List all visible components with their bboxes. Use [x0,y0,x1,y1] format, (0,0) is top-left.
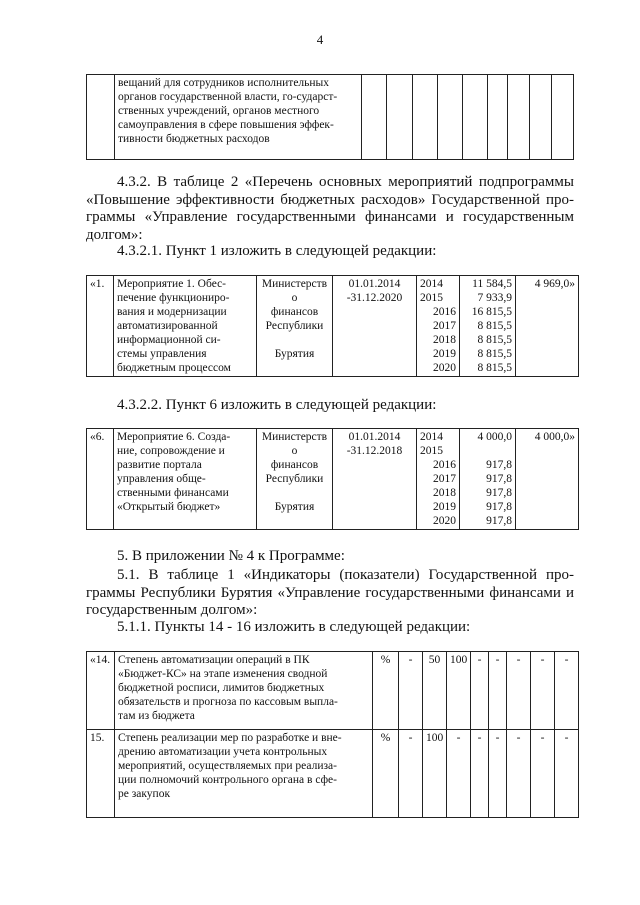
row-number: «6. [87,429,114,530]
name-line: дрению автоматизации учета контрольных [118,746,328,758]
amounts [460,276,516,377]
year: 2014 [420,431,443,443]
top-text-line: самоуправления в сфере повышения эффек- [118,119,334,131]
name-line: управления обще- [117,473,206,485]
name-line: Степень автоматизации операций в ПК [118,654,310,666]
amount: 8 815,5 [477,362,512,374]
name-line: развитие портала [117,459,202,471]
indicator-number: 15. [87,730,115,818]
year: 2016 [433,459,456,471]
name-line: мероприятий, осуществляемых при реализа- [118,760,337,772]
paragraph-5: 5. В приложении № 4 к Программе: [117,548,345,564]
paragraph-5-1 [86,567,574,620]
period-line: -31.12.2020 [346,292,403,304]
year: 2017 [433,473,456,485]
executor-line: Республики [265,473,324,485]
name-line: обязательств и прогноза по кассовым выпла- [118,696,338,708]
executor-line: о [291,292,298,304]
name-line: бюджетным процессом [117,362,231,374]
executor-line: Министерств [261,431,328,443]
amount: 4 000,0 [477,431,512,443]
name-line: ре закупок [118,788,171,800]
amount: 917,8 [486,501,512,513]
period [333,429,417,530]
indicator-number: «14. [87,652,115,730]
period-line: 01.01.2014 [348,431,401,443]
amount: 917,8 [486,459,512,471]
year: 2014 [420,278,443,290]
activity-table-p1 [86,275,579,377]
year: 2015 [420,292,443,304]
top-table-empty-cell [463,75,488,160]
name-line: Мероприятие 6. Созда- [117,431,231,443]
name-line: Степень реализации мер по разработке и вне- [118,732,342,744]
executor-line [260,486,329,500]
name-line: Мероприятие 1. Обес- [117,278,227,290]
indicators-table [86,651,579,818]
indicator-cell: - [447,730,471,818]
indicator-cell: - [531,652,555,730]
amounts [460,429,516,530]
indicator-cell: % [373,730,399,818]
amount: 16 815,5 [471,306,512,318]
row-number: «1. [87,276,114,377]
top-table-empty-cell [387,75,413,160]
indicator-cell: - [555,652,579,730]
indicator-cell: 50 [423,652,447,730]
indicator-cell: - [489,652,507,730]
indicator-cell: - [531,730,555,818]
top-text-line: вещаний для сотрудников исполнительных [118,77,330,89]
name-line: автоматизированной [117,320,218,332]
top-table-empty-cell [552,75,574,160]
indicator-cell: - [399,730,423,818]
paragraph-line: долгом»: [86,226,143,243]
executor [257,429,333,530]
indicator-cell: % [373,652,399,730]
executor-line: Республики [265,320,324,332]
amount: 8 815,5 [477,334,512,346]
executor [257,276,333,377]
total: 4 969,0» [516,276,579,377]
paragraph-line: 5.1. В таблице 1 «Индикаторы (показатели) Государственной про- [117,567,574,583]
top-table-text-cell [115,75,362,160]
amount: 8 815,5 [477,348,512,360]
years [417,429,460,530]
indicator-cell: - [507,652,531,730]
paragraph-line: граммы Республики Бурятия «Управление государственными финансами и [86,584,574,601]
year: 2019 [433,501,456,513]
amount: 917,8 [486,487,512,499]
activity-table-p6 [86,428,579,530]
amount: 917,8 [486,515,512,527]
name-line: стемы управления [117,348,207,360]
paragraph-line: государственным долгом»: [86,602,258,618]
name-line: вания и модернизации [117,306,227,318]
name-line: «Бюджет-КС» на этапе изменения сводной [118,668,328,680]
paragraph-4-3-2-2: 4.3.2.2. Пункт 6 изложить в следующей редакции: [117,397,437,413]
year: 2015 [420,445,443,457]
top-text-line: тивности бюджетных расходов [118,133,270,145]
paragraph-line: «Повышение эффективности бюджетных расходов» Государственной про- [86,191,574,208]
indicator-name [115,730,373,818]
name-line: ции полномочий контрольного органа в сфе- [118,774,337,786]
indicator-cell: - [555,730,579,818]
period-line: -31.12.2018 [346,445,403,457]
indicator-name [115,652,373,730]
executor-line [260,333,329,347]
indicator-cell: - [489,730,507,818]
executor-line: Министерств [261,278,328,290]
year: 2018 [433,487,456,499]
amount: 917,8 [486,473,512,485]
paragraph-4-3-2 [86,174,574,244]
top-table-empty-cell [488,75,508,160]
year: 2020 [433,515,456,527]
period [333,276,417,377]
amount [463,444,512,458]
executor-line: Бурятия [274,501,315,513]
name-line: бюджетной росписи, лимитов бюджетных [118,682,325,694]
top-table [86,74,574,160]
executor-line: о [291,445,298,457]
indicator-cell: - [471,730,489,818]
year: 2020 [433,362,456,374]
indicator-cell: - [507,730,531,818]
paragraph-4-3-2-1: 4.3.2.1. Пункт 1 изложить в следующей редакции: [117,243,437,259]
top-table-num-cell [87,75,115,160]
indicator-cell: 100 [447,652,471,730]
name-line: ственными финансами [117,487,229,499]
years [417,276,460,377]
total: 4 000,0» [516,429,579,530]
amount: 8 815,5 [477,320,512,332]
top-table-empty-cell [508,75,530,160]
paragraph-line: граммы «Управление государственными финансами и государственным [86,209,574,225]
top-table-empty-cell [530,75,552,160]
name-line: информационной си- [117,334,221,346]
paragraph-line: 4.3.2. В таблице 2 «Перечень основных мероприятий подпрограммы [117,174,574,190]
top-table-empty-cell [438,75,463,160]
top-text-line: ственных учреждений, органов местного [118,105,320,117]
indicator-cell: - [471,652,489,730]
year: 2017 [433,320,456,332]
year: 2018 [433,334,456,346]
executor-line: финансов [270,459,319,471]
executor-line: финансов [270,306,319,318]
indicator-cell: 100 [423,730,447,818]
executor-line: Бурятия [274,348,315,360]
name-line: «Открытый бюджет» [117,501,221,513]
period-line: 01.01.2014 [348,278,401,290]
top-table-empty-cell [413,75,438,160]
page-number: 4 [316,32,324,47]
top-table-empty-cell [362,75,387,160]
name-line: печение функциониро- [117,292,230,304]
amount: 11 584,5 [472,278,512,290]
name-line: там из бюджета [118,710,195,722]
paragraph-5-1-1: 5.1.1. Пункты 14 - 16 изложить в следующей редакции: [117,619,471,635]
name-line: ние, сопровождение и [117,445,225,457]
year: 2019 [433,348,456,360]
activity-name [114,276,257,377]
top-text-line: органов государственной власти, го-сударст- [118,91,338,103]
amount: 7 933,9 [477,292,512,304]
activity-name [114,429,257,530]
indicator-cell: - [399,652,423,730]
year: 2016 [433,306,456,318]
